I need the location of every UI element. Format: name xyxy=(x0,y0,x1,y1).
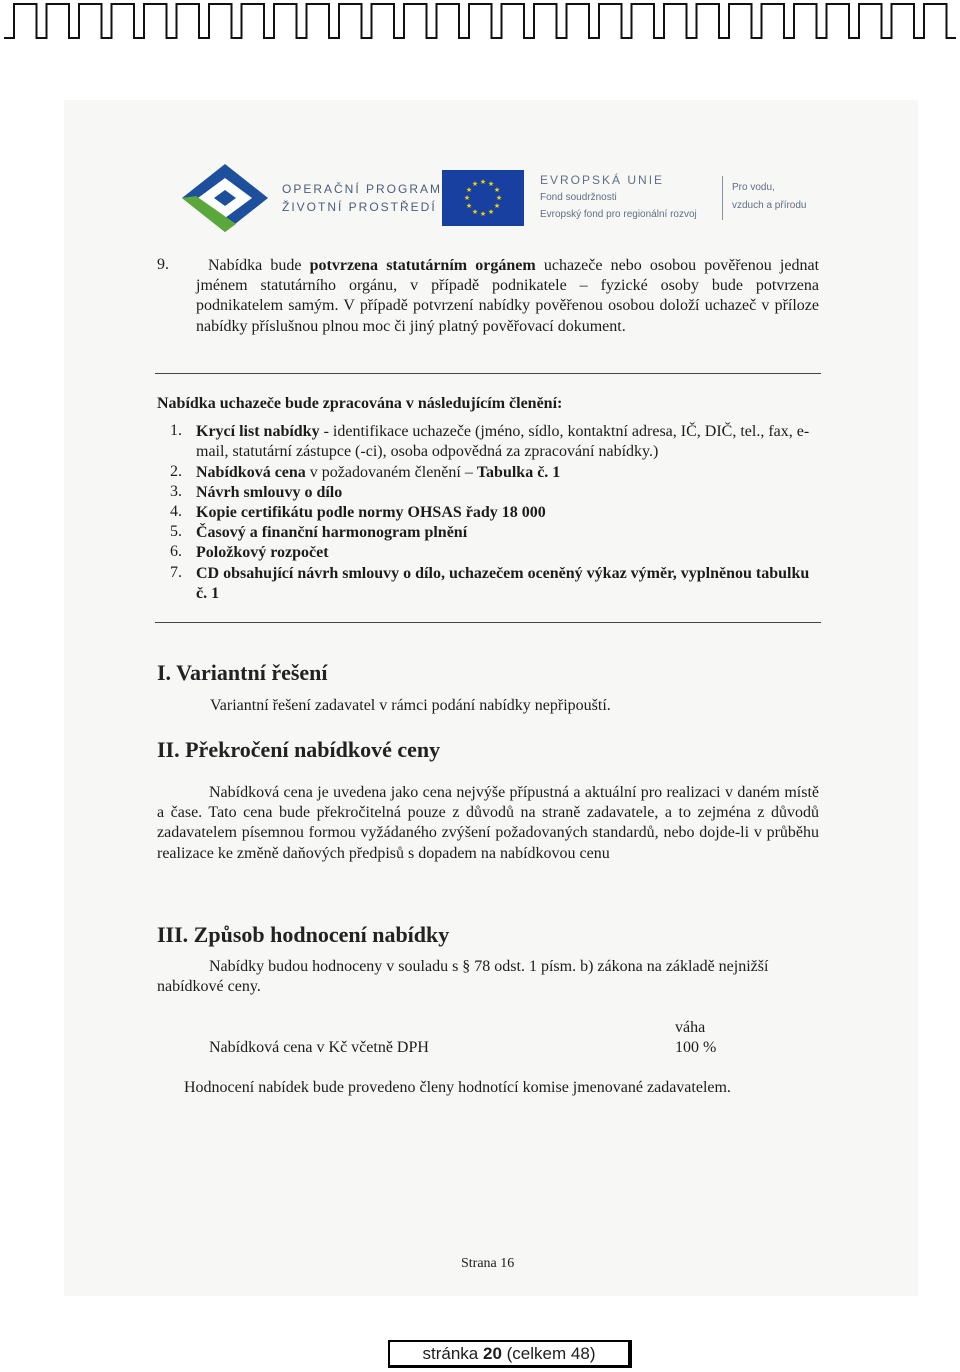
eu-flag-icon xyxy=(442,170,524,226)
para-number: 9. xyxy=(157,256,169,273)
header-divider xyxy=(722,176,723,220)
list-item-bold: Časový a finanční harmonogram plnění xyxy=(196,524,468,541)
eu-title: EVROPSKÁ UNIE xyxy=(540,173,665,187)
section-heading-price: II. Překročení nabídkové ceny xyxy=(157,737,441,762)
evaluation-closing: Hodnocení nabídek bude provedeno členy hodnotící komise jmenované zadavatelem. xyxy=(184,1079,731,1096)
divider-top xyxy=(155,373,821,374)
section-heading-evaluation: III. Způsob hodnocení nabídky xyxy=(157,922,450,947)
list-item-number: 3. xyxy=(170,483,182,500)
para9-text-a: Nabídka bude xyxy=(208,257,310,274)
svg-text:★: ★ xyxy=(465,202,473,210)
svg-text:★: ★ xyxy=(465,186,473,194)
list-item xyxy=(196,483,342,503)
list-item-rest: v požadovaném členění – xyxy=(305,464,477,481)
list-item-number: 5. xyxy=(170,523,182,540)
weight-label: váha xyxy=(675,1019,706,1036)
list-item-bold: Návrh smlouvy o dílo xyxy=(196,484,343,501)
svg-text:★: ★ xyxy=(471,208,479,216)
svg-text:★: ★ xyxy=(487,208,495,216)
svg-text:★: ★ xyxy=(493,186,501,194)
eu-fund-1: Fond soudržnosti xyxy=(540,192,617,203)
list-item xyxy=(196,463,820,483)
svg-text:★: ★ xyxy=(463,194,471,202)
svg-text:★: ★ xyxy=(479,178,487,186)
criterion-weight: 100 % xyxy=(675,1039,717,1056)
list-item xyxy=(196,523,467,543)
divider-bottom xyxy=(155,622,821,623)
op-zp-logo-icon xyxy=(180,162,270,234)
eu-fund-2: Evropský fond pro regionální rozvoj xyxy=(540,209,697,220)
list-item-bold: Krycí list nabídky xyxy=(196,423,320,440)
program-name-line1: OPERAČNÍ PROGRAM xyxy=(282,182,443,196)
list-item-bold: CD obsahující návrh smlouvy o dílo, uchazečem oceněný výkaz výměr, vyplněnou tabulku č. 1 xyxy=(196,565,810,603)
svg-text:★: ★ xyxy=(495,194,503,202)
svg-text:★: ★ xyxy=(487,180,495,188)
slogan-line2: vzduch a přírodu xyxy=(732,200,807,211)
svg-text:★: ★ xyxy=(479,210,487,218)
svg-text:★: ★ xyxy=(471,180,479,188)
list-item xyxy=(196,564,816,604)
list-item-number: 1. xyxy=(170,422,182,439)
list-item xyxy=(196,422,820,462)
section-variant-text: Variantní řešení zadavatel v rámci podání nabídky nepřipouští. xyxy=(210,697,611,714)
paragraph-9 xyxy=(196,256,819,337)
scan-page-number: Strana 16 xyxy=(461,1256,515,1271)
list-item-bold-2: Tabulka č. 1 xyxy=(476,464,561,481)
para9-bold: potvrzena statutárním orgánem xyxy=(309,257,536,274)
list-item xyxy=(196,543,329,563)
list-item-bold: Položkový rozpočet xyxy=(196,544,329,561)
slogan-line1: Pro vodu, xyxy=(732,182,775,193)
footer-prefix: stránka xyxy=(422,1344,483,1363)
list-item-bold: Kopie certifikátu podle normy OHSAS řady 18 000 xyxy=(196,504,546,521)
footer-suffix: ) xyxy=(589,1344,596,1363)
para9-text-b: uchazeče nebo osobou pověřenou jednat jménem statutárního orgánu, v případě podnikatele – fyzické osoby bude potvrzena podnikatelem samým. V případě potvrzení nabídky pověřenou osobou doloží uchazeč v příloze nabídky příslušnou plnou moc či jiný platný pověřovací dokument. xyxy=(196,257,820,335)
list-item-number: 4. xyxy=(170,503,182,520)
list-item-number: 7. xyxy=(170,564,182,581)
footer-total: 48 xyxy=(570,1344,590,1363)
svg-text:★: ★ xyxy=(493,202,501,210)
list-item xyxy=(196,503,546,523)
program-name-line2: ŽIVOTNÍ PROSTŘEDÍ xyxy=(282,200,437,214)
footer-middle: (celkem xyxy=(501,1344,571,1363)
list-item-rest: - identifikace uchazeče (jméno, sídlo, kontaktní adresa, IČ, DIČ, tel., fax, e-mail, statutární zástupce (-ci), osoba odpovědná za zpracování nabídky.) xyxy=(196,423,810,461)
structure-heading: Nabídka uchazeče bude zpracována v následujícím členění: xyxy=(157,395,563,412)
list-item-number: 6. xyxy=(170,543,182,560)
section-evaluation-text: Nabídky budou hodnoceny v souladu s § 78 odst. 1 písm. b) zákona na základě nejnižší nabídkové ceny. xyxy=(157,958,769,996)
page-counter xyxy=(388,1340,632,1368)
top-pattern-border xyxy=(0,0,960,44)
footer-page: 20 xyxy=(483,1344,502,1363)
list-item-bold: Nabídková cena xyxy=(196,464,306,481)
section-price-text: Nabídková cena je uvedena jako cena nejvýše přípustná a aktuální pro realizaci v daném místě a čase. Tato cena bude překročitelná pouze z důvodů na straně zadavatele, a to zejména z důvodů zadavatelem písemnou formou vyžádaného zvýšení požadovaných standardů, nebo dojde-li v průběhu realizace ke změně daňových předpisů s dopadem na nabídkovou cenu xyxy=(157,784,819,862)
list-item-number: 2. xyxy=(170,463,182,480)
section-heading-variant: I. Variantní řešení xyxy=(157,660,328,685)
criterion-label: Nabídková cena v Kč včetně DPH xyxy=(209,1039,429,1056)
